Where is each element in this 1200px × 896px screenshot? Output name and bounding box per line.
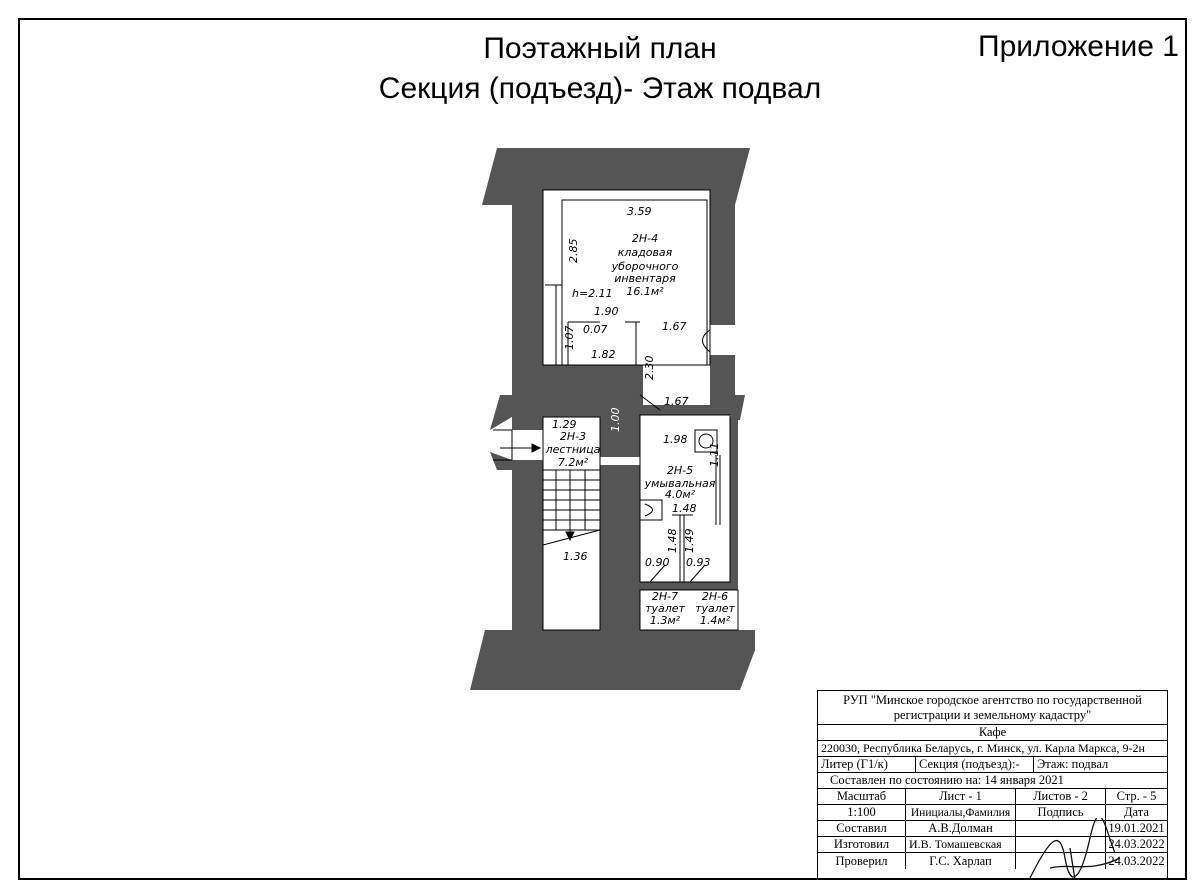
dim-label: 1.67 [664, 395, 689, 408]
made-name: И.В. Томашевская [906, 837, 1016, 852]
appendix-label: Приложение 1 [978, 30, 1179, 63]
dim-label: 3.59 [627, 205, 652, 218]
dim-label: 0.90 [645, 556, 670, 569]
dim-label: 1.11 [708, 442, 721, 467]
scale-value: 1:100 [818, 805, 906, 820]
col-signature: Подпись [1016, 805, 1106, 820]
dim-label: 2.85 [567, 238, 580, 263]
wall-left-upper [512, 185, 543, 417]
height-label: h=2.11 [572, 287, 613, 300]
room-name-label: лестница [545, 443, 601, 456]
checked-name: Г.С. Харлап [906, 853, 1016, 869]
room-name-label: умывальная [644, 477, 716, 490]
floor: Этаж: подвал [1037, 757, 1109, 771]
org-name-line2: регистрации и земельному кадастру" [893, 707, 1092, 722]
room-code-label: 2Н-5 [666, 464, 694, 477]
address: 220030, Республика Беларусь, г. Минск, ул. Карла Маркса, 9-2н [821, 741, 1145, 755]
wall-middle [543, 365, 643, 417]
room-name-label: туалет [695, 602, 735, 615]
room-area-label: 1.4м² [699, 614, 731, 627]
made-date: 24.03.2022 [1108, 837, 1165, 851]
dim-label: 1.36 [563, 550, 588, 563]
compiled-label: Составил [818, 821, 906, 836]
plan-subtitle: Секция (подъезд)- Этаж подвал [378, 72, 822, 105]
wall-bottom [470, 630, 755, 690]
object-name: Кафе [978, 725, 1007, 739]
col-date: Дата [1124, 805, 1149, 819]
room-name-label: инвентаря [614, 272, 676, 285]
checked-date: 24.03.2022 [1108, 853, 1165, 868]
liter: Литер (Г1/к) [818, 757, 916, 772]
compiled-name: А.В.Долман [906, 821, 1016, 836]
room-area-label: 16.1м² [626, 285, 664, 298]
room-area-label: 7.2м² [557, 456, 589, 469]
checked-label: Проверил [818, 853, 906, 869]
dim-label: 1.98 [663, 433, 688, 446]
dim-label: 1.67 [662, 320, 687, 333]
room-code-label: 2Н-7 [651, 590, 679, 603]
dim-label: 1.29 [552, 418, 577, 431]
dim-label: 1.67 [671, 416, 696, 429]
wall-stair-right [600, 465, 640, 650]
wall-right-upper [710, 185, 735, 325]
state-date: Составлен по состоянию на: 14 января 2021 [830, 773, 1064, 787]
dim-label: 1.07 [563, 325, 576, 350]
dim-label: 1.48 [672, 502, 697, 515]
signature-mark [1020, 818, 1130, 888]
sheets-total: Листов - 2 [1016, 789, 1106, 804]
page-number: Стр. - 5 [1116, 789, 1157, 803]
dim-label: 0.93 [686, 556, 711, 569]
compiled-date: 19.01.2021 [1108, 821, 1165, 835]
plan-title: Поэтажный план [483, 32, 717, 65]
room-code-label: 2Н-3 [559, 430, 587, 443]
dim-label: 2.30 [643, 355, 656, 380]
room-code-label: 2Н-6 [701, 590, 729, 603]
scale-label: Масштаб [818, 789, 906, 804]
col-initials: Инициалы,Фамилия [906, 805, 1016, 820]
dim-label: 1.82 [591, 348, 616, 361]
dim-label: 1.48 [666, 528, 679, 553]
wall-left-lower [512, 460, 543, 650]
room-name-label: уборочного [611, 260, 679, 273]
room-area-label: 1.3м² [649, 614, 681, 627]
room-name-label: кладовая [617, 246, 673, 259]
dim-label: 1.49 [683, 528, 696, 553]
room-code-label: 2Н-4 [631, 232, 659, 245]
room-name-label: туалет [645, 602, 685, 615]
sheet-number: Лист - 1 [906, 789, 1016, 804]
made-label: Изготовил [818, 837, 906, 852]
dim-label: 1.90 [594, 305, 619, 318]
section: Секция (подъезд):- [916, 757, 1034, 772]
dim-label: 0.07 [583, 323, 608, 336]
room-area-label: 4.0м² [664, 488, 696, 501]
org-name-line1: РУП "Минское городское агентство по государственной [843, 692, 1142, 707]
dim-label: 1.00 [609, 407, 622, 432]
